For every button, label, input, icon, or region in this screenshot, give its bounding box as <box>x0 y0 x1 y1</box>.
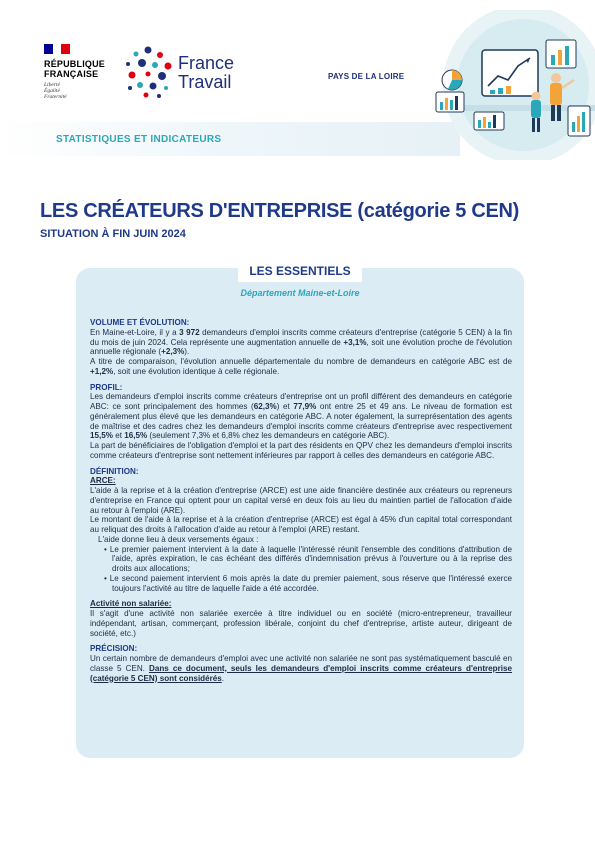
profil-heading: PROFIL: <box>90 382 123 392</box>
volume-paragraph-2: A titre de comparaison, l'évolution annuelle départementale du nombre de demandeurs en catégorie ABC est de +1,2%, soit une évolution identique à celle régionale. <box>90 357 512 376</box>
brand-line-2: Travail <box>178 72 232 92</box>
arce-bullet-2: • Le second paiement intervient 6 mois après la date du premier paiement, sous réserve que l'intéressé exerce toujours l'activité au titre de laquelle l'aide a été accordée. <box>104 573 512 593</box>
france-travail-logo <box>122 44 252 104</box>
france-travail-dots-icon <box>122 44 174 100</box>
precision-paragraph: Un certain nombre de demandeurs d'emploi avec une activité non salariée ne sont pas systématiquement basculé en classe 5 CEN. Dans ce document, seuls les demandeurs d'emploi inscrits comme créateurs d'entreprise (catégorie 5 CEN) sont considérés. <box>90 654 513 683</box>
profil-paragraph-1: Les demandeurs d'emploi inscrits comme créateurs d'entreprise ont un profil différent des demandeurs en catégorie ABC: ce sont principalement des hommes (62,3%) et 77,9% ont entre 25 et 49 ans. Le niveau de formation est généralement plus élevé que les demandeurs en catégorie ABC. A noter également, la surreprésentation des agents de maîtrise et des cadres chez les demandeurs d'emploi inscrits comme créateurs d'entreprise avec respectivement 15,5% et 16,5% (seulement 7,3% et 6,8% chez les demandeurs en catégorie ABC). <box>90 392 512 441</box>
department-label: Département Maine-et-Loire <box>240 288 360 298</box>
french-flag-icon <box>44 44 70 54</box>
motto-fraternite: Fraternité <box>44 94 67 100</box>
arce-paragraph-3: L'aide donne lieu à deux versements égaux : <box>98 534 259 544</box>
essentials-box <box>76 264 524 758</box>
essentials-heading-tab <box>238 260 362 282</box>
page-title: LES CRÉATEURS D'ENTREPRISE (catégorie 5 CEN) <box>40 200 520 222</box>
republique-line-1: RÉPUBLIQUE <box>44 59 106 69</box>
activite-non-salariee-heading: Activité non salariée: <box>90 599 172 609</box>
data-analysis-illustration <box>418 10 595 160</box>
republique-line-2: FRANÇAISE <box>44 69 99 79</box>
region-label: PAYS DE LA LOIRE <box>328 72 405 81</box>
arce-paragraph-1: L'aide à la reprise et à la création d'entreprise (ARCE) est une aide financière destinée aux créateurs ou repreneurs d'entreprise en France qui optent pour un capital versé en deux fois au lieu du maintien partiel de l'allocation d'aide au retour à l'emploi (ARE). <box>90 486 512 515</box>
precision-heading: PRÉCISION: <box>90 644 138 654</box>
arce-bullet-1: • Le premier paiement intervient à la date à laquelle l'intéressé réunit l'ensemble des conditions d'attribution de l'aide, après expiration, le cas échéant des différés d'indemnisation prévus à l'ouverture ou à la reprise des droits aux allocations; <box>104 544 512 573</box>
volume-heading: VOLUME ET ÉVOLUTION: <box>90 318 190 327</box>
motto-egalite: Égalité <box>44 88 60 94</box>
profil-paragraph-2: La part de bénéficiaires de l'obligation d'emploi et la part des résidents en QPV chez les demandeurs d'emploi inscrits comme créateurs d'entreprise sont nettement inférieures par rapport à celles des demandeurs en catégorie ABC. <box>90 441 512 460</box>
brand-line-1: France <box>178 53 235 73</box>
arce-heading: ARCE: <box>90 476 116 486</box>
page-header <box>0 0 595 160</box>
essentials-content <box>90 318 512 683</box>
volume-paragraph-1: En Maine-et-Loire, il y a 3 972 demandeurs d'emploi inscrits comme créateurs d'entreprise (catégorie 5 CEN) à la fin du mois de juin 2024. Cela représente une augmentation annuelle de +3,1%, soit une évolution proche de l'évolution annuelle régionale (+2,3%). <box>90 327 513 357</box>
activite-non-salariee-paragraph: Il s'agit d'une activité non salariée exercée à titre individuel ou en société (micro-entrepreneur, travailleur indépendant, artisan, commerçant, profession libérale, conjoint du chef d'entreprise, artiste auteur, dirigeant de société, etc.) <box>90 609 512 638</box>
motto-liberte: Liberté <box>44 82 60 88</box>
stats-label: STATISTIQUES ET INDICATEURS <box>56 134 222 145</box>
republique-francaise-logo <box>44 44 114 100</box>
page-subtitle: SITUATION À FIN JUIN 2024 <box>40 228 186 240</box>
essentials-heading: LES ESSENTIELS <box>249 264 351 278</box>
arce-paragraph-2: Le montant de l'aide à la reprise et à la création d'entreprise (ARCE) est égal à 45% d'un capital total correspondant au reliquat des droits à l'allocation d'aide au retour à l'emploi (ARE) restant. <box>90 515 512 534</box>
definition-heading: DÉFINITION: <box>90 466 139 476</box>
